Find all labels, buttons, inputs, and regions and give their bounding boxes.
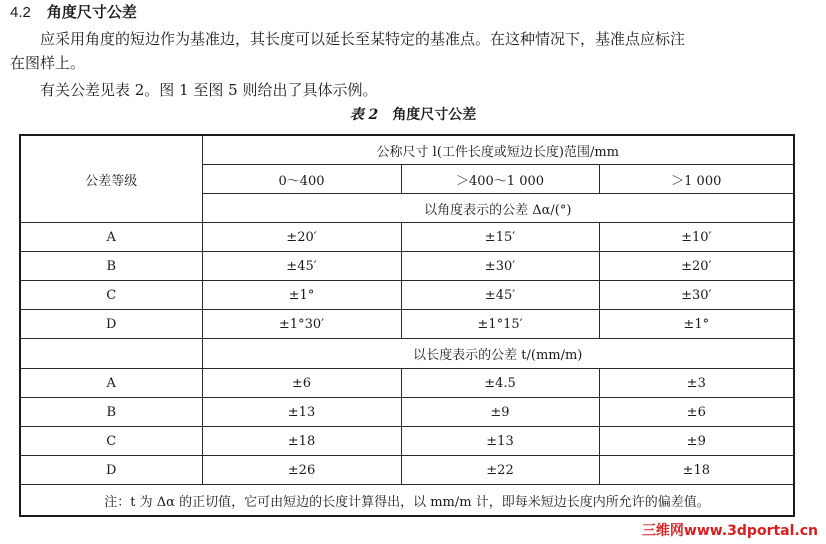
table-row [20, 427, 794, 456]
value-cell: ±1° [599, 310, 794, 339]
table-header-row [20, 135, 794, 165]
grade-cell: C [20, 281, 202, 310]
table-row [20, 310, 794, 339]
value-cell: ±9 [401, 398, 599, 427]
grade-cell: D [20, 310, 202, 339]
value-cell: ±30′ [599, 281, 794, 310]
value-cell: ±13 [401, 427, 599, 456]
table-row [20, 369, 794, 398]
value-cell: ±15′ [401, 223, 599, 252]
value-cell: ±1°15′ [401, 310, 599, 339]
value-cell: ±1°30′ [202, 310, 401, 339]
table-subheader-row [20, 339, 794, 369]
length-header-cell: 以长度表示的公差 t/(mm/m) [202, 339, 794, 369]
table-row [20, 223, 794, 252]
table-caption-number: 表 2 [349, 107, 379, 123]
grade-cell: D [20, 456, 202, 485]
value-cell: ±3 [599, 369, 794, 398]
grade-cell: B [20, 252, 202, 281]
value-cell: ±6 [599, 398, 794, 427]
table-note: 注：t 为 Δα 的正切值，它可由短边的长度计算得出，以 mm/m 计，即每米短边长度内所允许的偏差值。 [20, 485, 794, 517]
angle-header-cell: 以角度表示的公差 Δα/(°) [202, 194, 794, 223]
table-row [20, 398, 794, 427]
value-cell: ±4.5 [401, 369, 599, 398]
section-title: 角度尺寸公差 [46, 3, 137, 21]
value-cell: ±9 [599, 427, 794, 456]
paragraph-line-1: 应采用角度的短边作为基准边，其长度可以延长至某特定的基准点。在这种情况下，基准点应标注 [40, 30, 686, 48]
grade-cell: C [20, 427, 202, 456]
value-cell: ±6 [202, 369, 401, 398]
paragraph-line-3: 有关公差见表 2。图 1 至图 5 则给出了具体示例。 [40, 81, 378, 99]
grade-header-cell: 公差等级 [20, 135, 202, 223]
value-cell: ±20′ [202, 223, 401, 252]
table-caption-title: 角度尺寸公差 [392, 107, 477, 123]
value-cell: ±1° [202, 281, 401, 310]
value-cell: ±22 [401, 456, 599, 485]
value-cell: ±18 [599, 456, 794, 485]
grade-cell: A [20, 369, 202, 398]
value-cell: ±45′ [401, 281, 599, 310]
range-header-cell: 公称尺寸 l(工件长度或短边长度)范围/mm [202, 135, 794, 165]
table-row [20, 456, 794, 485]
range-cell: ＞1 000 [599, 165, 794, 194]
value-cell: ±18 [202, 427, 401, 456]
tolerance-table [19, 134, 795, 517]
table-row [20, 281, 794, 310]
range-cell: 0～400 [202, 165, 401, 194]
value-cell: ±20′ [599, 252, 794, 281]
section-number: 4.2 [10, 4, 31, 21]
grade-cell: B [20, 398, 202, 427]
grade-cell: A [20, 223, 202, 252]
range-cell: ＞400～1 000 [401, 165, 599, 194]
value-cell: ±26 [202, 456, 401, 485]
value-cell: ±45′ [202, 252, 401, 281]
section-heading [10, 0, 137, 24]
value-cell: ±13 [202, 398, 401, 427]
table-note-row [20, 485, 794, 517]
value-cell: ±30′ [401, 252, 599, 281]
value-cell: ±10′ [599, 223, 794, 252]
watermark: 三维网www.3dportal.cn [641, 523, 818, 539]
table-row [20, 252, 794, 281]
table-caption [0, 104, 826, 126]
paragraph-line-2: 在图样上。 [10, 54, 86, 72]
empty-cell [20, 339, 202, 369]
